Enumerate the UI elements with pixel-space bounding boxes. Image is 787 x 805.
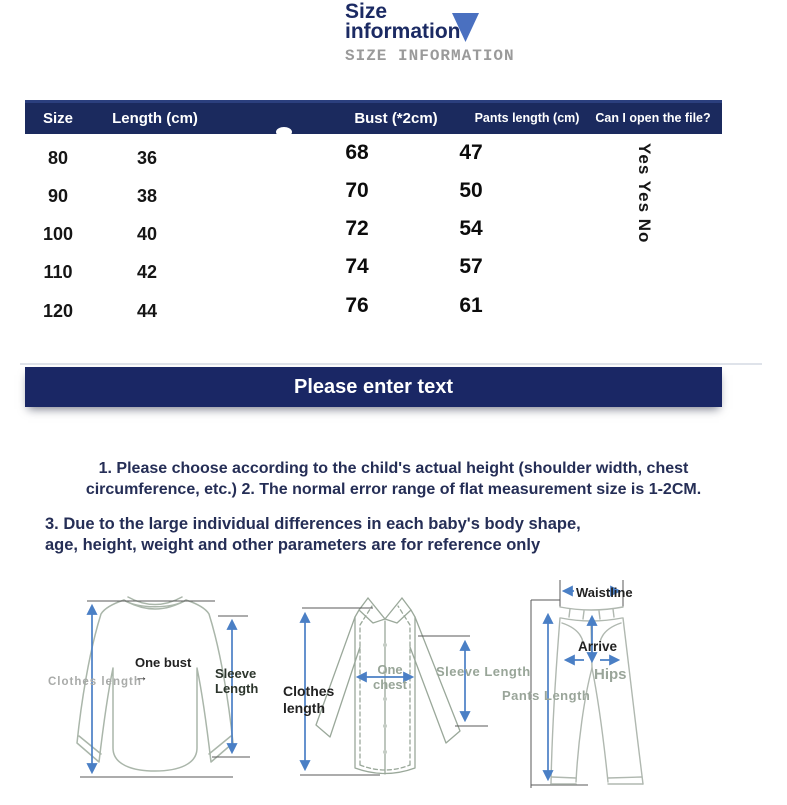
page-title-line1: Size: [345, 0, 388, 23]
note-1-line2: circumference, etc.) 2. The normal error range of flat measurement size is 1-2CM.: [85, 480, 702, 498]
shirt-clothes-length-label: Clothes length: [283, 683, 335, 716]
length-cell: 40: [136, 224, 158, 244]
length-cell: 42: [136, 262, 158, 282]
table-row: [0, 254, 600, 290]
table-row: [0, 178, 600, 214]
note-2: [45, 514, 745, 555]
note-1: [30, 459, 757, 500]
length-cell: 44: [136, 301, 158, 321]
pants-cell: 50: [459, 179, 483, 202]
pants-arrive-label: Arrive: [578, 639, 618, 654]
please-enter-text-banner: [25, 367, 722, 407]
bust-cell: 76: [345, 294, 369, 317]
table-row: [0, 216, 600, 252]
tee-clothes-length-label: Clothes length: [48, 676, 142, 688]
size-cell: 80: [47, 148, 69, 168]
pants-cell: 61: [459, 294, 483, 317]
table-row: [0, 140, 600, 176]
bust-cell: 72: [345, 217, 369, 240]
column-header-length: Length (cm): [112, 110, 198, 127]
column-header-size: Size: [42, 110, 73, 127]
size-cell: 100: [42, 224, 74, 244]
note-2-line2: age, height, weight and other parameters are for reference only: [45, 535, 541, 554]
page-subtitle: SIZE INFORMATION: [345, 47, 515, 65]
bust-cell: 74: [345, 255, 369, 278]
tee-one-bust-label: One bust: [135, 655, 192, 670]
pants-waistline-label: Waistline: [576, 585, 633, 600]
size-cell: 110: [43, 262, 73, 282]
banner-label: Please enter text: [294, 376, 453, 398]
column-header-pants-length: Pants length (cm): [474, 111, 580, 125]
banner-top-divider: [20, 363, 762, 365]
length-cell: 36: [136, 148, 158, 168]
pants-hips-label: Hips: [594, 666, 627, 683]
length-cell: 38: [136, 186, 158, 206]
open-file-answer: Yes Yes No: [635, 143, 654, 244]
size-cell: 120: [42, 301, 74, 321]
tee-bust-arrow-icon: →: [135, 669, 148, 684]
column-header-bust: Bust (*2cm): [354, 110, 438, 127]
shirt-sleeve-length-label: Sleeve Length: [436, 664, 531, 679]
bust-cell: 68: [345, 141, 369, 164]
down-triangle-icon: [452, 12, 480, 43]
pants-cell: 47: [459, 141, 483, 164]
bust-cell: 70: [345, 179, 369, 202]
pants-length-label: Pants Length: [502, 688, 591, 703]
column-header-open-file: Can I open the file?: [595, 111, 711, 125]
size-cell: 90: [47, 186, 69, 206]
size-table-header: [25, 100, 722, 134]
pants-cell: 57: [459, 255, 483, 278]
tee-sleeve-length-label: Sleeve Length: [215, 666, 259, 696]
page-title-line2: information: [345, 20, 461, 43]
note-1-line1: 1. Please choose according to the child's actual height (shoulder width, chest: [98, 460, 689, 477]
shirt-one-chest-label: One chest: [373, 662, 407, 692]
table-row: [0, 293, 600, 329]
pants-cell: 54: [459, 217, 483, 240]
note-2-line1: 3. Due to the large individual differences in each baby's body shape,: [45, 515, 581, 533]
header-notch-decoration: [276, 127, 292, 137]
